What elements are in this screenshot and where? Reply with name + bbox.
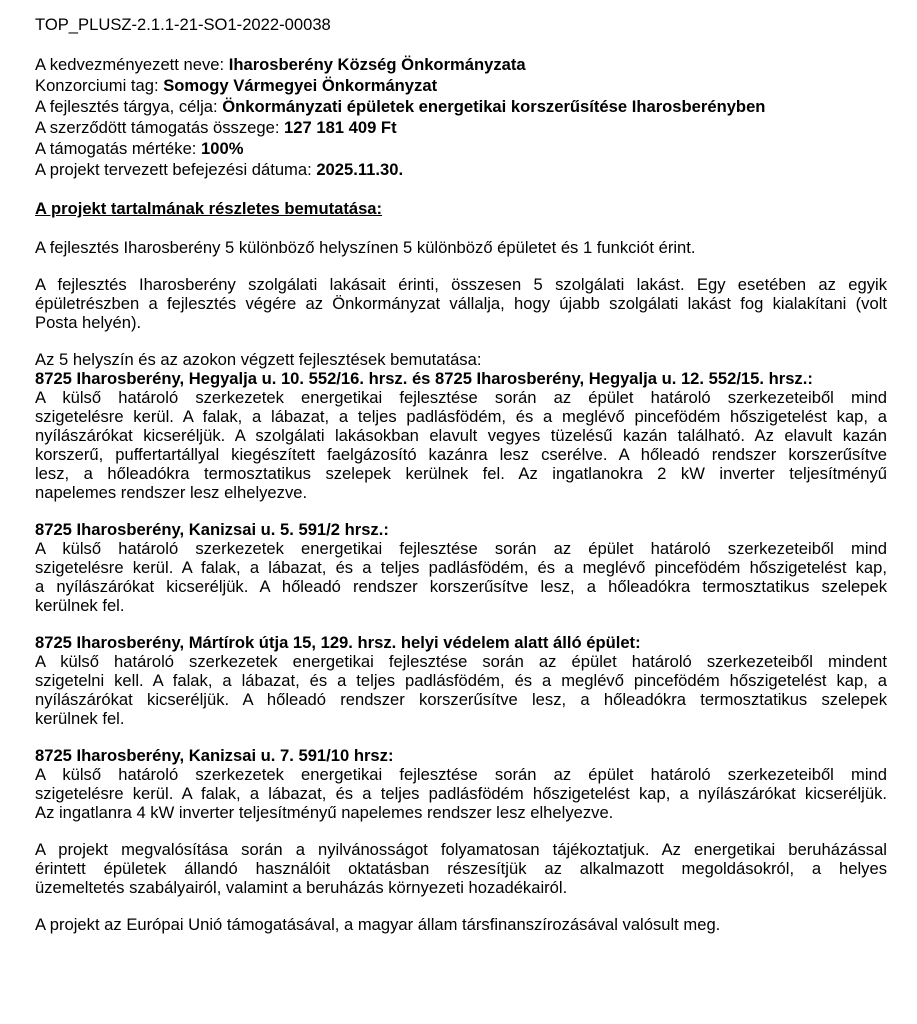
text-line: A fejlesztés Iharosberény 5 különböző helyszínen 5 különböző épületet és 1 funkciót érint. [35, 238, 696, 257]
document-id: TOP_PLUSZ-2.1.1-21-SO1-2022-00038 [35, 15, 331, 34]
meta-subject [35, 96, 887, 117]
meta-value: 100% [201, 139, 244, 158]
text-line: napelemes rendszer lesz elhelyezve. [35, 483, 308, 502]
text-line: kerülnek fel. [35, 709, 125, 728]
location-section-3 [35, 633, 887, 728]
location-section-4 [35, 746, 887, 822]
location-section-1 [35, 350, 887, 502]
locations-intro: Az 5 helyszín és az azokon végzett fejlesztések bemutatása: [35, 350, 482, 369]
meta-completion-date [35, 159, 887, 180]
location-title: 8725 Iharosberény, Hegyalja u. 10. 552/16. hrsz. és 8725 Iharosberény, Hegyalja u. 12. 552/15. hrsz.: [35, 369, 813, 388]
text-line: épületrészben a fejlesztés végére az Önkormányzat vállalja, hogy újabb szolgálati lakást fog kialakítani (volt [35, 294, 887, 313]
text-line: lesz, a hőleadókra termosztatikus szelepek kerülnek fel. Az ingatlanokra 2 kW inverter teljesítményű [35, 464, 887, 483]
location-title: 8725 Iharosberény, Kanizsai u. 5. 591/2 hrsz.: [35, 520, 389, 539]
text-line: szigetelésre kerül. A falak, a lábazat, és a teljes padlásfödém hőszigetelést kap, a nyílászárókat kicseréljük. [35, 784, 887, 803]
text-line: korszerű, puffertartállyal kiegészített faelgázosító kazánra lesz cserélve. A hőleadó rendszer korszerűsítve [35, 445, 887, 464]
meta-consortium-member [35, 75, 887, 96]
meta-label: A kedvezményezett neve: [35, 55, 229, 74]
text-line: nyílászárókat kicseréljük. A szolgálati lakásokban elavult vegyes tüzelésű kazán található. Az elavult kazán [35, 426, 887, 445]
text-line: A külső határoló szerkezetek energetikai fejlesztése során az épület határoló szerkezeteiből mind [35, 539, 887, 558]
text-line: nyílászárókat kicseréljük. A hőleadó rendszer korszerűsítve lesz, a hőleadókra termosztatikus szelepek [35, 690, 887, 709]
meta-value: Önkormányzati épületek energetikai korszerűsítése Iharosberényben [222, 97, 766, 116]
text-line: a nyílászárókat kicseréljük. A hőleadó rendszer korszerűsítve lesz, a hőleadókra termosztatikus szelepek [35, 577, 887, 596]
meta-label: A támogatás mértéke: [35, 139, 202, 158]
text-line: szigetelni kell. A falak, a lábazat, és a teljes padlásfödém, és a meglévő pincefödém hőszigetelést kap, a [35, 671, 887, 690]
intro-paragraph-2 [35, 275, 887, 332]
meta-label: Konzorciumi tag: [35, 76, 164, 95]
meta-label: A fejlesztés tárgya, célja: [35, 97, 223, 116]
location-section-2 [35, 520, 887, 615]
meta-value: 127 181 409 Ft [284, 118, 397, 137]
document-page [35, 15, 887, 952]
location-title: 8725 Iharosberény, Mártírok útja 15, 129. hrsz. helyi védelem alatt álló épület: [35, 633, 641, 652]
closing-paragraph-1 [35, 840, 887, 897]
meta-beneficiary [35, 54, 887, 75]
text-line: A külső határoló szerkezetek energetikai fejlesztése során az épület határoló szerkezeteiből mind [35, 388, 887, 407]
meta-value: Somogy Vármegyei Önkormányzat [163, 76, 438, 95]
text-line: érintett épületek állandó használóit oktatásban részesítjük az alkalmazott megoldásokról, a helyes [35, 859, 887, 878]
meta-grant-rate [35, 138, 887, 159]
section-heading: A projekt tartalmának részletes bemutatása: [35, 199, 383, 218]
text-line: A projekt megvalósítása során a nyilvánosságot folyamatosan tájékoztatjuk. Az energetikai beruházással [35, 840, 887, 859]
text-line: Az ingatlanra 4 kW inverter teljesítményű napelemes rendszer lesz elhelyezve. [35, 803, 614, 822]
text-line: A külső határoló szerkezetek energetikai fejlesztése során az épület határoló szerkezeteiből mind [35, 765, 887, 784]
text-line: szigetelésre kerül. A falak, a lábazat, a teljes padlásfödém, és a meglévő pincefödém hőszigetelést kap, a [35, 407, 887, 426]
meta-grant-amount [35, 117, 887, 138]
meta-value: 2025.11.30. [316, 160, 404, 179]
location-title: 8725 Iharosberény, Kanizsai u. 7. 591/10 hrsz: [35, 746, 394, 765]
meta-label: A projekt tervezett befejezési dátuma: [35, 160, 317, 179]
text-line: A külső határoló szerkezetek energetikai fejlesztése során az épület határoló szerkezeteiből mindent [35, 652, 887, 671]
text-line: Posta helyén). [35, 313, 142, 332]
text-line: A fejlesztés Iharosberény szolgálati lakásait érinti, összesen 5 szolgálati lakást. Egy esetében az egyik [35, 275, 887, 294]
meta-value: Iharosberény Község Önkormányzata [228, 55, 526, 74]
text-line: kerülnek fel. [35, 596, 125, 615]
project-metadata [35, 54, 887, 180]
intro-paragraph-1 [35, 238, 887, 257]
text-line: üzemeltetés szabályairól, valamint a beruházás környezeti hozadékairól. [35, 878, 568, 897]
closing-paragraph-2 [35, 915, 887, 934]
meta-label: A szerződött támogatás összege: [35, 118, 285, 137]
text-line: A projekt az Európai Unió támogatásával, a magyar állam társfinanszírozásával valósult meg. [35, 915, 721, 934]
text-line: szigetelésre kerül. A falak, a lábazat, és a teljes padlásfödém, és a meglévő pincefödém hőszigetelést kap, [35, 558, 887, 577]
